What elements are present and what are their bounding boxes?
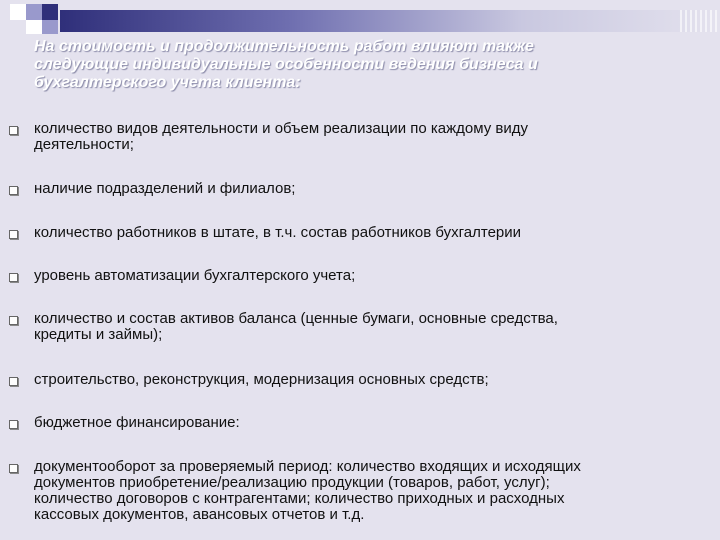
list-item-text: наличие подразделений и филиалов; (34, 180, 296, 197)
list-item-text: количество видов деятельности и объем реализации по каждому виду деятельности; (34, 120, 528, 153)
square-bullet-icon (9, 377, 18, 386)
decor-square-white-2 (26, 20, 42, 34)
decor-square-blue-2 (42, 20, 58, 34)
square-bullet-icon (9, 464, 18, 473)
square-bullet-icon (9, 230, 18, 239)
square-bullet-icon (9, 420, 18, 429)
list-item-text: бюджетное финансирование: (34, 414, 240, 431)
decor-square-dark (42, 4, 58, 20)
list-item-text: строительство, реконструкция, модернизация основных средств; (34, 371, 489, 388)
list-item-text: документооборот за проверяемый период: количество входящих и исходящих документов приобретение/реализацию продукции (товаров, работ, услуг); количество договоров с контрагентами; количество приходных и расходных кассовых документов, авансовых отчетов и т.д. (34, 458, 581, 523)
square-bullet-icon (9, 316, 18, 325)
list-item-text: уровень автоматизации бухгалтерского учета; (34, 267, 356, 284)
decor-square-white-1 (10, 4, 26, 20)
square-bullet-icon (9, 186, 18, 195)
square-bullet-icon (9, 273, 18, 282)
decor-top-band (60, 10, 720, 32)
slide-heading: На стоимость и продолжительность работ влияют также следующие индивидуальные особенности ведения бизнеса и бухгалтерского учета клиента: (34, 38, 538, 91)
decor-band-pattern (680, 10, 720, 32)
decor-square-blue (26, 4, 42, 20)
square-bullet-icon (9, 126, 18, 135)
list-item-text: количество работников в штате, в т.ч. состав работников бухгалтерии (34, 224, 522, 241)
list-item-text: количество и состав активов баланса (ценные бумаги, основные средства, кредиты и займы); (34, 310, 558, 343)
